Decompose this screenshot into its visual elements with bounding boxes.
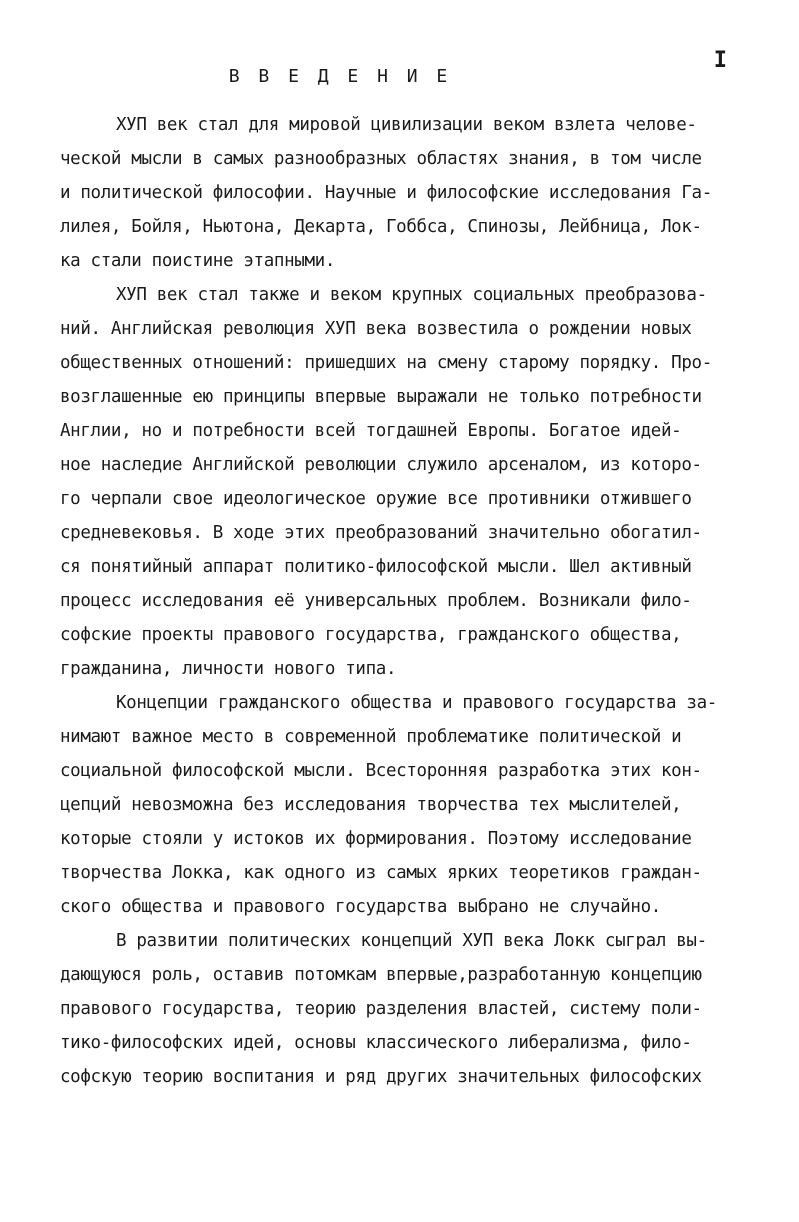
text-line: Англии, но и потребности всей тогдашней Европы. Богатое идей- (60, 421, 682, 441)
text-line: нимают важное место в современной проблематике политической и (60, 727, 682, 747)
page-title: В В Е Д Е Н И Е (228, 66, 452, 87)
text-line: Концепции гражданского общества и правового государства за- (116, 693, 717, 713)
text-line: ний. Английская революция ХУП века возвестила о рождении новых (60, 319, 692, 339)
text-line: софскую теорию воспитания и ряд других значительных философских (60, 1067, 702, 1087)
text-line: социальной философской мысли. Всесторонняя разработка этих кон- (60, 761, 702, 781)
text-line: ческой мысли в самых разнообразных областях знания, в том числе (60, 149, 702, 169)
body-text (60, 108, 750, 1094)
text-line: возглашенные ею принципы впервые выражали не только потребности (60, 387, 702, 407)
text-line: ского общества и правового государства выбрано не случайно. (60, 897, 661, 917)
text-line: и политической философии. Научные и философские исследования Га- (60, 183, 712, 203)
text-line: ся понятийный аппарат политико-философской мысли. Шел активный (60, 557, 692, 577)
text-line: софские проекты правового государства, гражданского общества, (60, 625, 682, 645)
text-line: ное наследие Английской революции служило арсеналом, из которо- (60, 455, 702, 475)
text-line: дающуюся роль, оставив потомкам впервые,разработанную концепцию (60, 965, 702, 985)
page-number: I (713, 48, 727, 73)
text-line: средневековья. В ходе этих преобразований значительно обогатил- (60, 523, 702, 543)
text-line: В развитии политических концепций ХУП века Локк сыграл вы- (116, 931, 707, 951)
text-line: лилея, Бойля, Ньютона, Декарта, Гоббса, Спинозы, Лейбница, Лок- (60, 217, 702, 237)
text-line: ка стали поистине этапными. (60, 251, 336, 271)
text-line: цепций невозможна без исследования творчества тех мыслителей, (60, 795, 682, 815)
text-line: процесс исследования её универсальных проблем. Возникали фило- (60, 591, 692, 611)
text-line: ХУП век стал для мировой цивилизации веком взлета челове- (116, 115, 697, 135)
text-line: творчества Локка, как одного из самых ярких теоретиков граждан- (60, 863, 702, 883)
text-line: ХУП век стал также и веком крупных социальных преобразова- (116, 285, 707, 305)
text-line: гражданина, личности нового типа. (60, 659, 397, 679)
text-line: которые стояли у истоков их формирования. Поэтому исследование (60, 829, 692, 849)
text-line: го черпали свое идеологическое оружие все противники отжившего (60, 489, 692, 509)
text-line: правового государства, теорию разделения властей, систему поли- (60, 999, 702, 1019)
text-line: общественных отношений: пришедших на смену старому порядку. Про- (60, 353, 712, 373)
text-line: тико-философских идей, основы классического либерализма, фило- (60, 1033, 692, 1053)
